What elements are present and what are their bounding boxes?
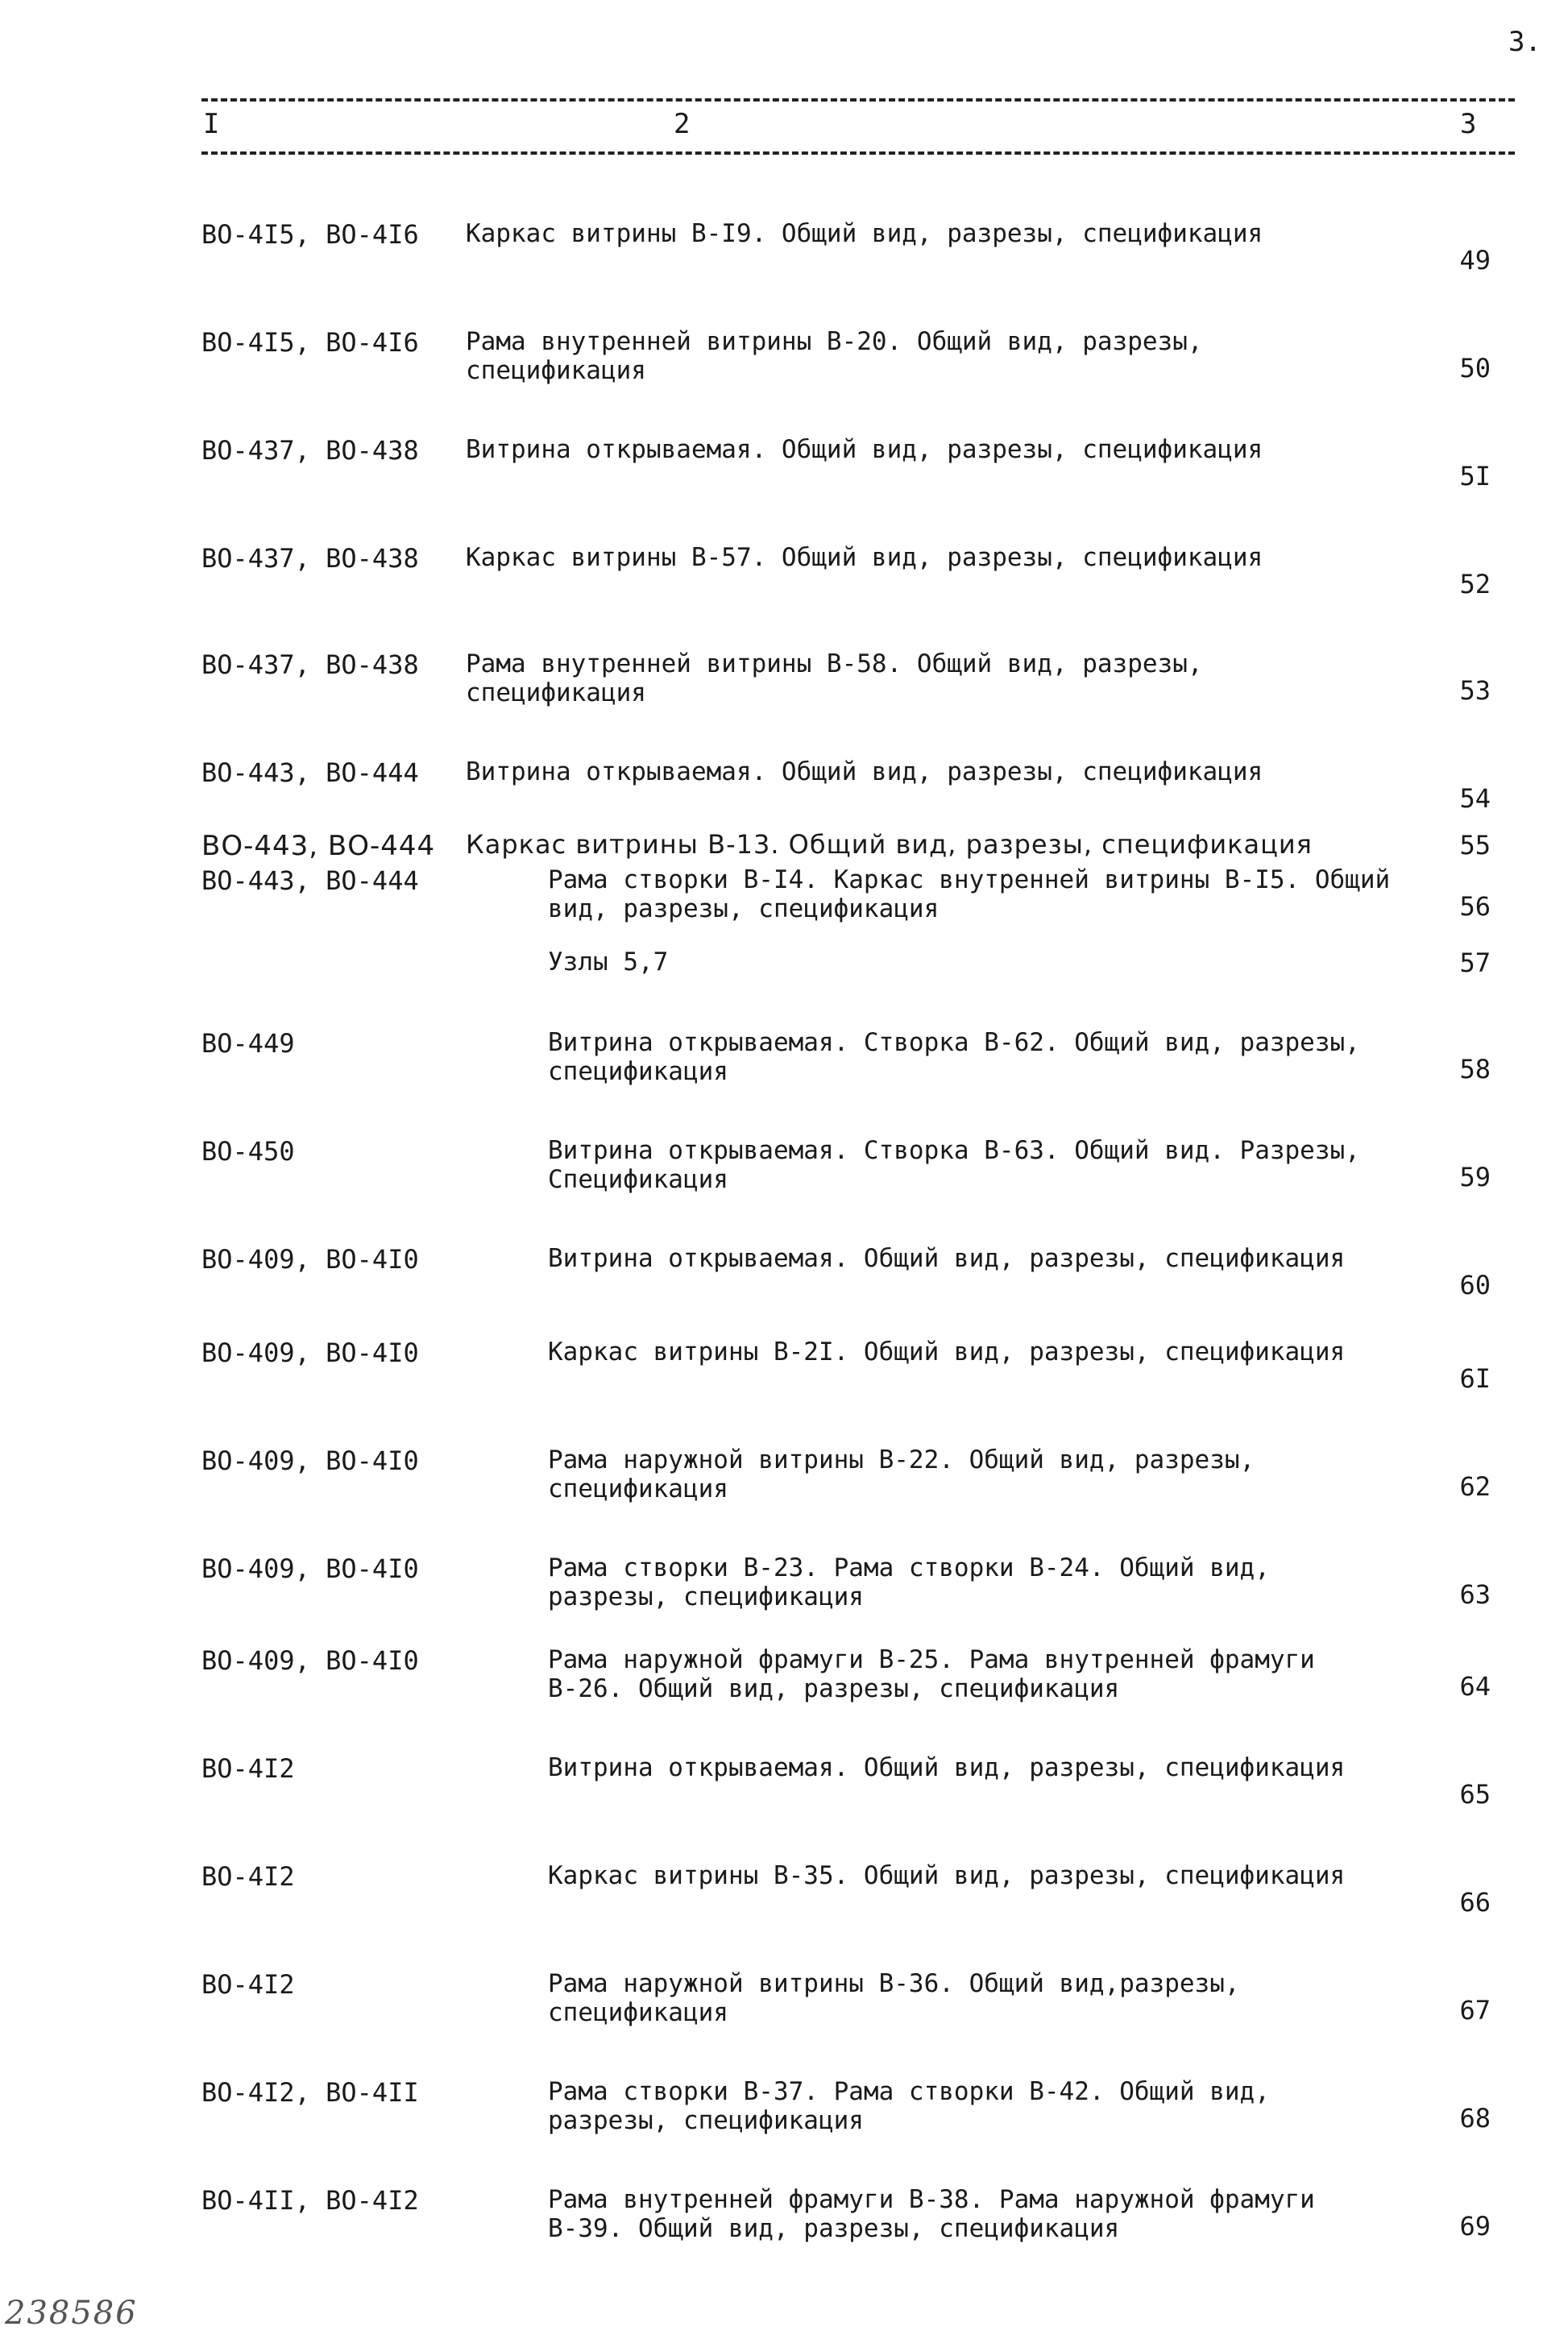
sheet-page: 57 bbox=[1459, 948, 1491, 978]
sheet-page: 62 bbox=[1459, 1471, 1491, 1502]
archive-stamp: 238586 bbox=[5, 2295, 138, 2332]
sheet-page: 65 bbox=[1459, 1779, 1491, 1810]
drawing-code: ВО-443, ВО-444 bbox=[201, 865, 419, 896]
sheet-page: 54 bbox=[1459, 783, 1491, 814]
sheet-description: Рама внутренней витрины В-20. Общий вид, разрезы, спецификация bbox=[466, 327, 1203, 385]
drawing-code: ВО-437, ВО-438 bbox=[201, 649, 419, 680]
sheet-page: 59 bbox=[1459, 1162, 1491, 1192]
sheet-page: 66 bbox=[1459, 1887, 1491, 1918]
sheet-page: 69 bbox=[1459, 2211, 1491, 2242]
sheet-page: 52 bbox=[1459, 569, 1491, 599]
sheet-description: Рама внутренней витрины В-58. Общий вид, разрезы, спецификация bbox=[466, 649, 1203, 707]
sheet-description: Рама створки В-37. Рама створки В-42. Общий вид, разрезы, спецификация bbox=[548, 2077, 1270, 2135]
sheet-description: Каркас витрины В-57. Общий вид, разрезы, спецификация bbox=[466, 543, 1263, 572]
drawing-code: ВО-4I2 bbox=[201, 1753, 295, 1784]
drawing-code: ВО-437, ВО-438 bbox=[201, 435, 419, 466]
sheet-description: Каркас витрины В-35. Общий вид, разрезы, спецификация bbox=[548, 1861, 1346, 1890]
drawing-code: ВО-437, ВО-438 bbox=[201, 543, 419, 574]
sheet-description: Витрина открываемая. Створка В-63. Общий вид. Разрезы, Спецификация bbox=[548, 1136, 1360, 1194]
sheet-page: 63 bbox=[1459, 1579, 1491, 1610]
drawing-code: ВО-4I2 bbox=[201, 1861, 295, 1892]
sheet-description: Рама наружной фрамуги В-25. Рама внутренней фрамуги В-26. Общий вид, разрезы, спецификация bbox=[548, 1645, 1315, 1703]
drawing-code: ВО-4I5, ВО-4I6 bbox=[201, 219, 419, 250]
sheet-description: Каркас витрины В-I9. Общий вид, разрезы, спецификация bbox=[466, 219, 1263, 248]
sheet-page: 67 bbox=[1459, 1995, 1491, 2026]
sheet-description: Рама наружной витрины В-22. Общий вид, разрезы, спецификация bbox=[548, 1445, 1255, 1503]
sheet-description: Рама створки В-23. Рама створки В-24. Общий вид, разрезы, спецификация bbox=[548, 1553, 1270, 1611]
sheet-page: 49 bbox=[1459, 245, 1491, 276]
sheet-description: Витрина открываемая. Общий вид, разрезы, спецификация bbox=[466, 757, 1263, 786]
header-rule-bottom bbox=[201, 151, 1515, 155]
header-rule-top bbox=[201, 98, 1515, 102]
page-number: 3. bbox=[1508, 26, 1541, 58]
sheet-description: Витрина открываемая. Общий вид, разрезы, спецификация bbox=[466, 435, 1263, 464]
drawing-code: ВО-4I2 bbox=[201, 1969, 295, 2000]
sheet-description: Витрина открываемая. Общий вид, разрезы, спецификация bbox=[548, 1244, 1346, 1273]
drawing-code: ВО-4I5, ВО-4I6 bbox=[201, 327, 419, 358]
sheet-description: Витрина открываемая. Створка В-62. Общий вид, разрезы, спецификация bbox=[548, 1028, 1360, 1086]
sheet-description: Рама внутренней фрамуги В-38. Рама наружной фрамуги В-39. Общий вид, разрезы, спецификация bbox=[548, 2185, 1315, 2243]
sheet-description: Узлы 5,7 bbox=[548, 948, 669, 977]
drawing-code: ВО-443, ВО-444 bbox=[201, 830, 436, 862]
sheet-page: 53 bbox=[1459, 675, 1491, 706]
sheet-page: 58 bbox=[1459, 1054, 1491, 1084]
sheet-page: 5I bbox=[1459, 461, 1491, 491]
drawing-code: ВО-443, ВО-444 bbox=[201, 757, 419, 788]
sheet-page: 64 bbox=[1459, 1671, 1491, 1702]
sheet-page: 50 bbox=[1459, 353, 1491, 384]
sheet-description: Витрина открываемая. Общий вид, разрезы, спецификация bbox=[548, 1753, 1346, 1782]
drawing-code: ВО-409, ВО-4I0 bbox=[201, 1553, 419, 1584]
drawing-code: ВО-409, ВО-4I0 bbox=[201, 1337, 419, 1368]
drawing-code: ВО-4I2, ВО-4II bbox=[201, 2077, 419, 2108]
drawing-code: ВО-409, ВО-4I0 bbox=[201, 1445, 419, 1476]
drawing-code: ВО-4II, ВО-4I2 bbox=[201, 2185, 419, 2216]
sheet-description: Рама наружной витрины В-36. Общий вид,разрезы, спецификация bbox=[548, 1969, 1240, 2027]
drawing-code: ВО-449 bbox=[201, 1028, 295, 1059]
sheet-page: 60 bbox=[1459, 1270, 1491, 1300]
sheet-description: Рама створки В-I4. Каркас внутренней витрины В-I5. Общий вид, разрезы, спецификация bbox=[548, 865, 1391, 923]
sheet-description: Каркас витрины В-13. Общий вид, разрезы, спецификация bbox=[466, 829, 1313, 860]
column-header-2: 2 bbox=[674, 108, 691, 140]
sheet-description: Каркас витрины В-2I. Общий вид, разрезы, спецификация bbox=[548, 1337, 1346, 1366]
column-header-3: 3 bbox=[1460, 108, 1477, 140]
sheet-page: 68 bbox=[1459, 2103, 1491, 2134]
sheet-page: 55 bbox=[1459, 830, 1491, 861]
sheet-page: 6I bbox=[1459, 1363, 1491, 1394]
sheet-page: 56 bbox=[1459, 891, 1491, 922]
column-header-1: I bbox=[203, 108, 220, 140]
drawing-code: ВО-409, ВО-4I0 bbox=[201, 1645, 419, 1676]
drawing-code: ВО-450 bbox=[201, 1136, 295, 1167]
drawing-code: ВО-409, ВО-4I0 bbox=[201, 1244, 419, 1275]
